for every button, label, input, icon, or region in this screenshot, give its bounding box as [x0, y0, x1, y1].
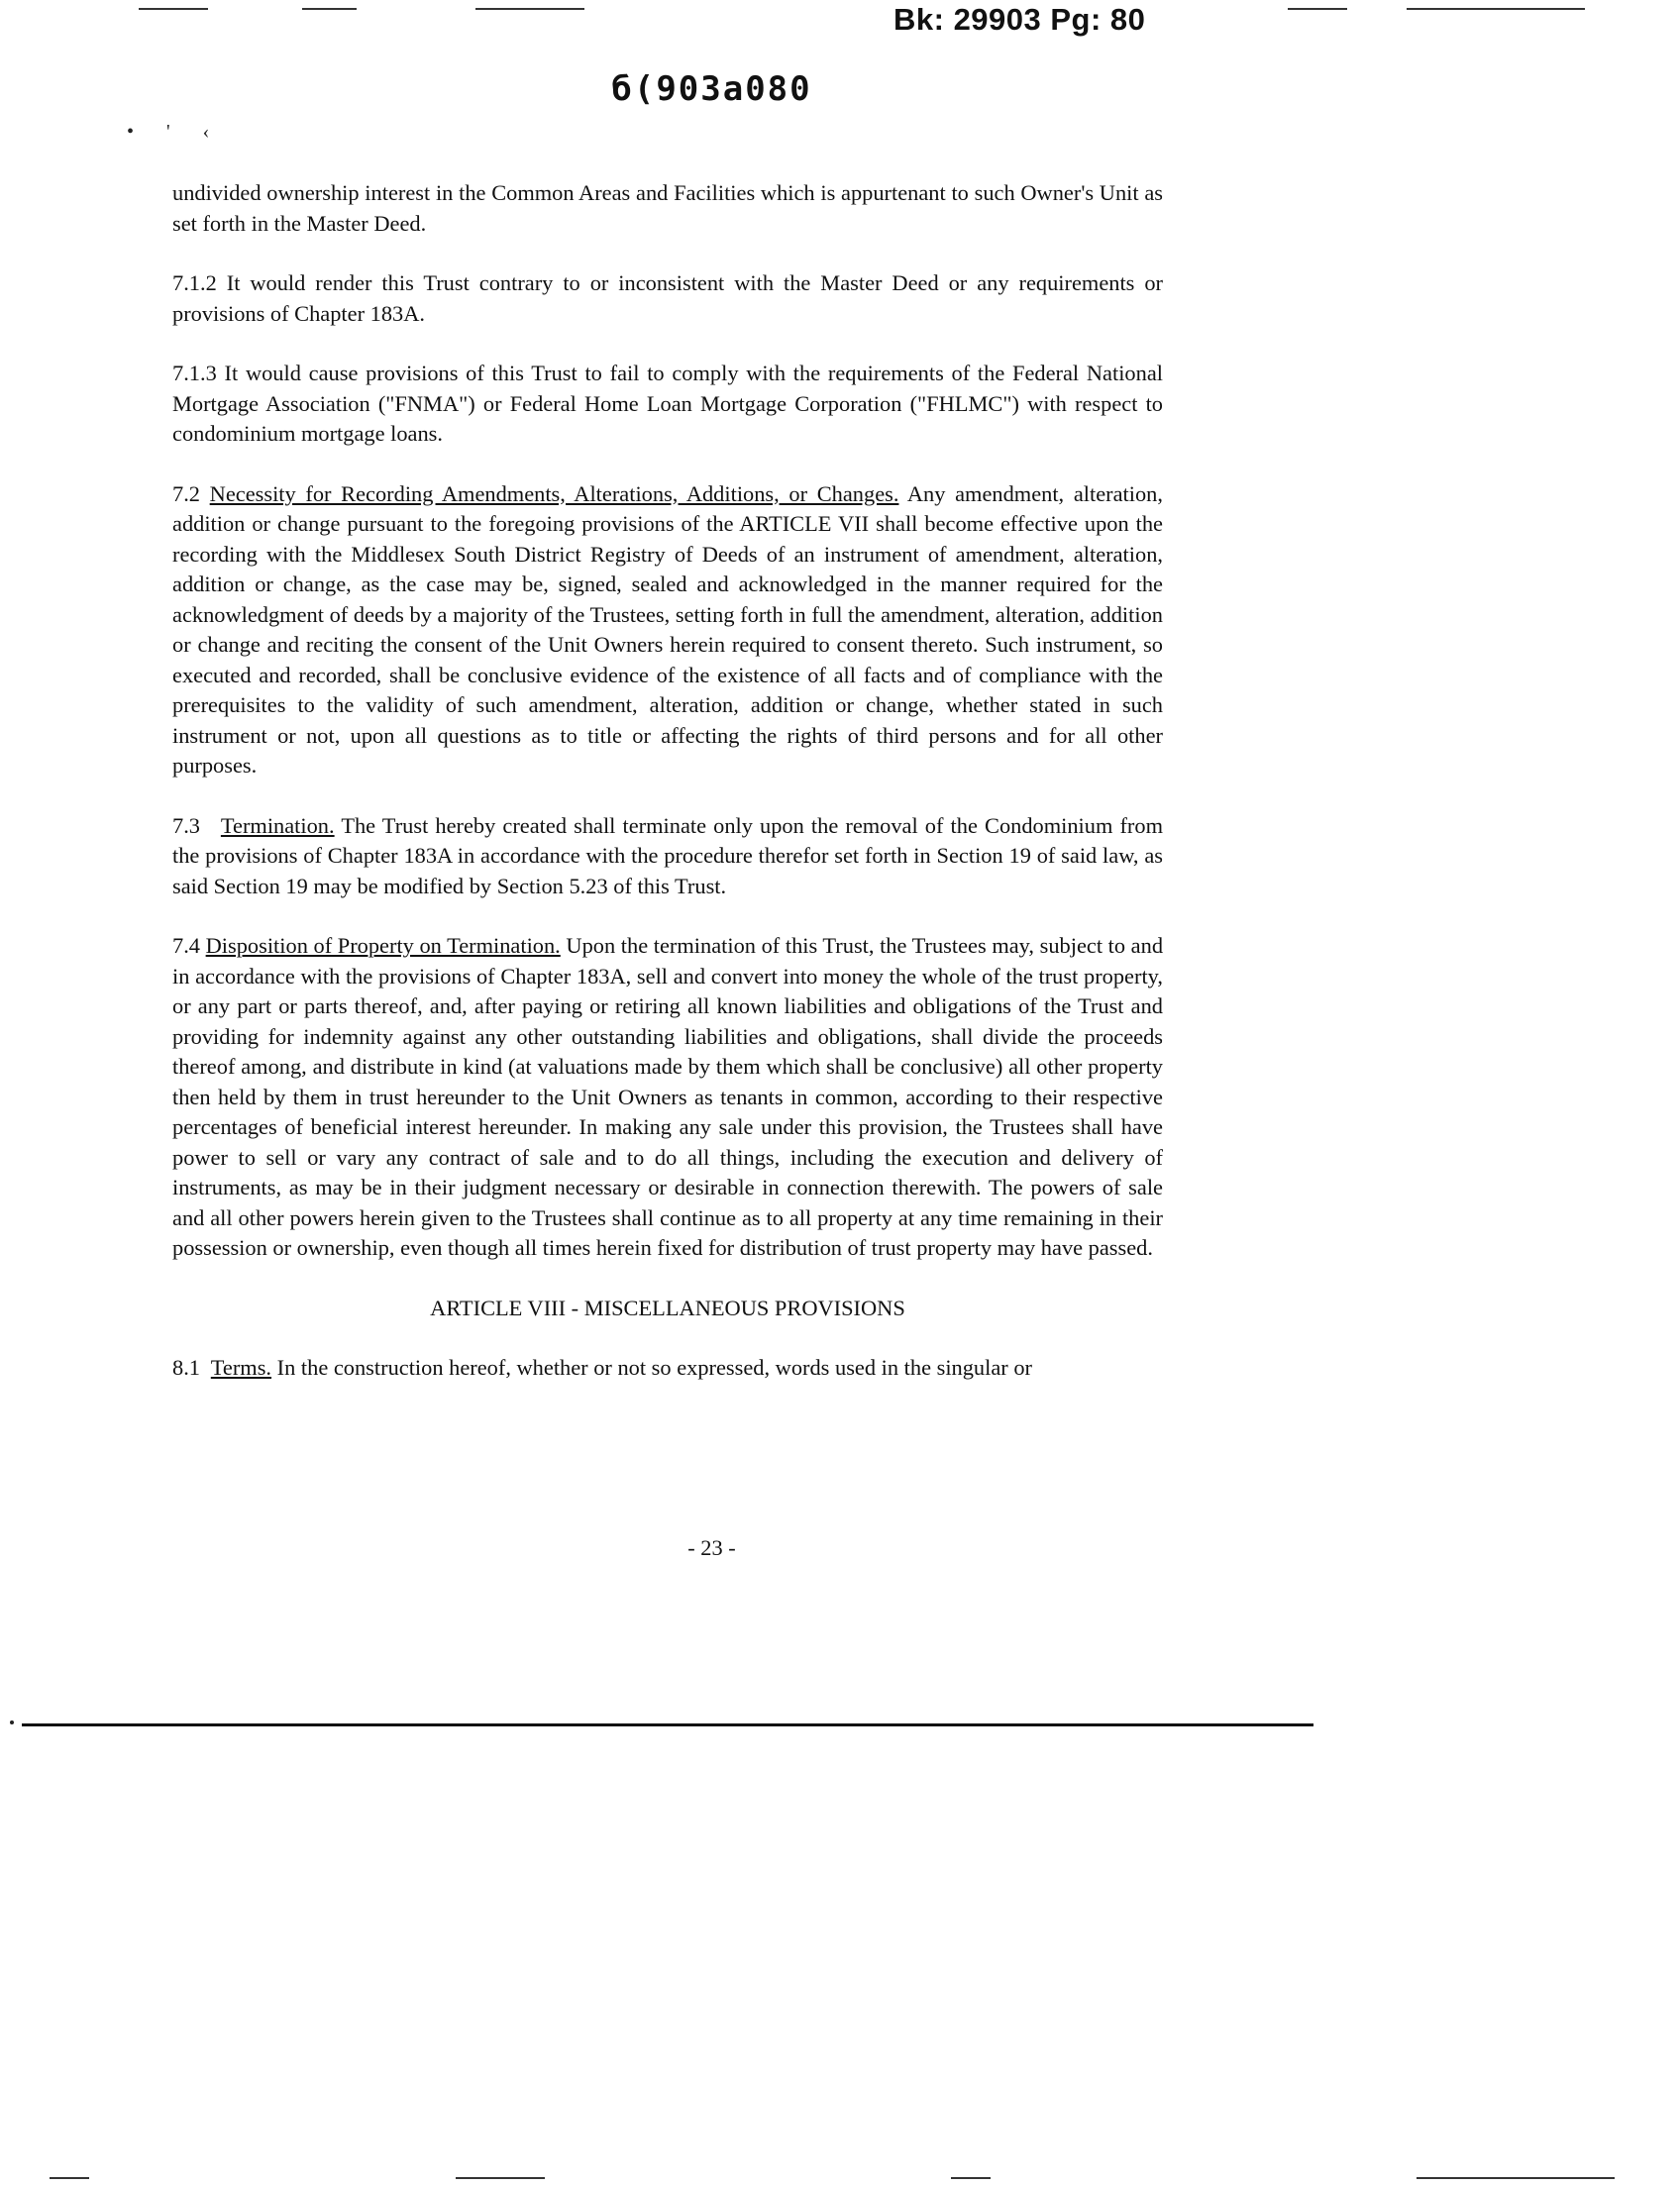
paragraph-text: 7.1.3 It would cause provisions of this Trust to fail to comply with the requirements of the Federal National Mortgage Association ("FNMA") or Federal Home Loan Mortgage Corporation ("FHLMC") with respect to condominium mortgage loans. [172, 361, 1163, 446]
page-number: - 23 - [687, 1535, 736, 1560]
paragraph-7-2 [172, 479, 1163, 781]
paragraph-7-1-3 [172, 359, 1163, 450]
book-page-reference: Bk: 29903 Pg: 80 [893, 2, 1146, 37]
footer-rule [22, 1723, 1313, 1726]
scan-dot [10, 1720, 14, 1724]
paragraph-8-1 [172, 1353, 1163, 1384]
scan-artifact-bottom-1 [50, 2177, 89, 2179]
section-heading: Terms. [210, 1355, 272, 1380]
section-number: 7.4 [172, 933, 200, 958]
section-number: 7.2 [172, 480, 200, 506]
paragraph-continuation [172, 178, 1163, 239]
section-heading: Necessity for Recording Amendments, Alterations, Additions, or Changes. [209, 480, 899, 506]
paragraph-text: 7.1.2 It would render this Trust contrary to or inconsistent with the Master Deed or any requirements or provisions of Chapter 183A. [172, 270, 1163, 326]
scan-artifact-bottom-3 [951, 2177, 991, 2179]
section-heading: Termination. [220, 812, 335, 838]
margin-marks: • ' ‹ [127, 121, 224, 143]
paragraph-7-3 [172, 811, 1163, 902]
document-number-stamp: б(903а080 [611, 69, 812, 109]
paragraph-text: Any amendment, alteration, addition or change pursuant to the foregoing provisions of the ARTICLE VII shall become effective upon the recording with the Middlesex South District Registry of Deeds of an instrument of amendment, alteration, addition or change, as the case may be, signed, sealed and acknowledged in the manner required for the acknowledgment of deeds by a majority of the Trustees, setting forth in full the amendment, alteration, addition or change and reciting the consent of the Unit Owners herein required to consent thereto. Such instrument, so executed and recorded, shall be conclusive evidence of the existence of all facts and of compliance with the prerequisites to the validity of such amendment, alteration, addition or change, whether stated in such instrument or not, upon all questions as to title or affecting the rights of third persons and for all other purposes. [172, 480, 1163, 778]
paragraph-text: undivided ownership interest in the Common Areas and Facilities which is appurtenant to such Owner's Unit as set forth in the Master Deed. [172, 180, 1163, 236]
scan-artifact-top-5 [1407, 8, 1585, 10]
section-number: 8.1 [172, 1355, 200, 1380]
scan-artifact-top-3 [475, 8, 584, 10]
scan-artifact-top-4 [1288, 8, 1347, 10]
scan-artifact-top-2 [302, 8, 357, 10]
scan-artifact-bottom-2 [456, 2177, 545, 2179]
paragraph-7-1-2 [172, 268, 1163, 329]
paragraph-text: Upon the termination of this Trust, the Trustees may, subject to and in accordance with the provisions of Chapter 183A, sell and convert into money the whole of the trust property, or any part or parts thereof, and, after paying or retiring all known liabilities and obligations of the Trust and providing for indemnity against any other outstanding liabilities and obligations, shall divide the proceeds thereof among, and distribute in kind (at valuations made by them which shall be conclusive) all other property then held by them in trust hereunder to the Unit Owners as tenants in common, according to their respective percentages of beneficial interest hereunder. In making any sale under this provision, the Trustees shall have power to sell or vary any contract of sale and to do all things, including the execution and delivery of instruments, as may be in their judgment necessary or desirable in connection therewith. The powers of sale and all other powers herein given to the Trustees shall continue as to all property at any time remaining in their possession or ownership, even though all times herein fixed for distribution of trust property may have passed. [172, 933, 1164, 1260]
scan-artifact-bottom-4 [1417, 2177, 1615, 2179]
article-heading: ARTICLE VIII - MISCELLANEOUS PROVISIONS [430, 1295, 905, 1320]
section-heading: Disposition of Property on Termination. [205, 933, 561, 958]
section-number: 7.3 [172, 812, 200, 838]
document-body [172, 178, 1163, 1413]
paragraph-text: The Trust hereby created shall terminate only upon the removal of the Condominium from the provisions of Chapter 183A in accordance with the procedure therefor set forth in Section 19 of said law, as said Section 19 may be modified by Section 5.23 of this Trust. [172, 812, 1164, 898]
paragraph-text: In the construction hereof, whether or not so expressed, words used in the singular or [276, 1355, 1032, 1380]
paragraph-7-4 [172, 931, 1163, 1264]
scan-artifact-top-1 [139, 8, 208, 10]
